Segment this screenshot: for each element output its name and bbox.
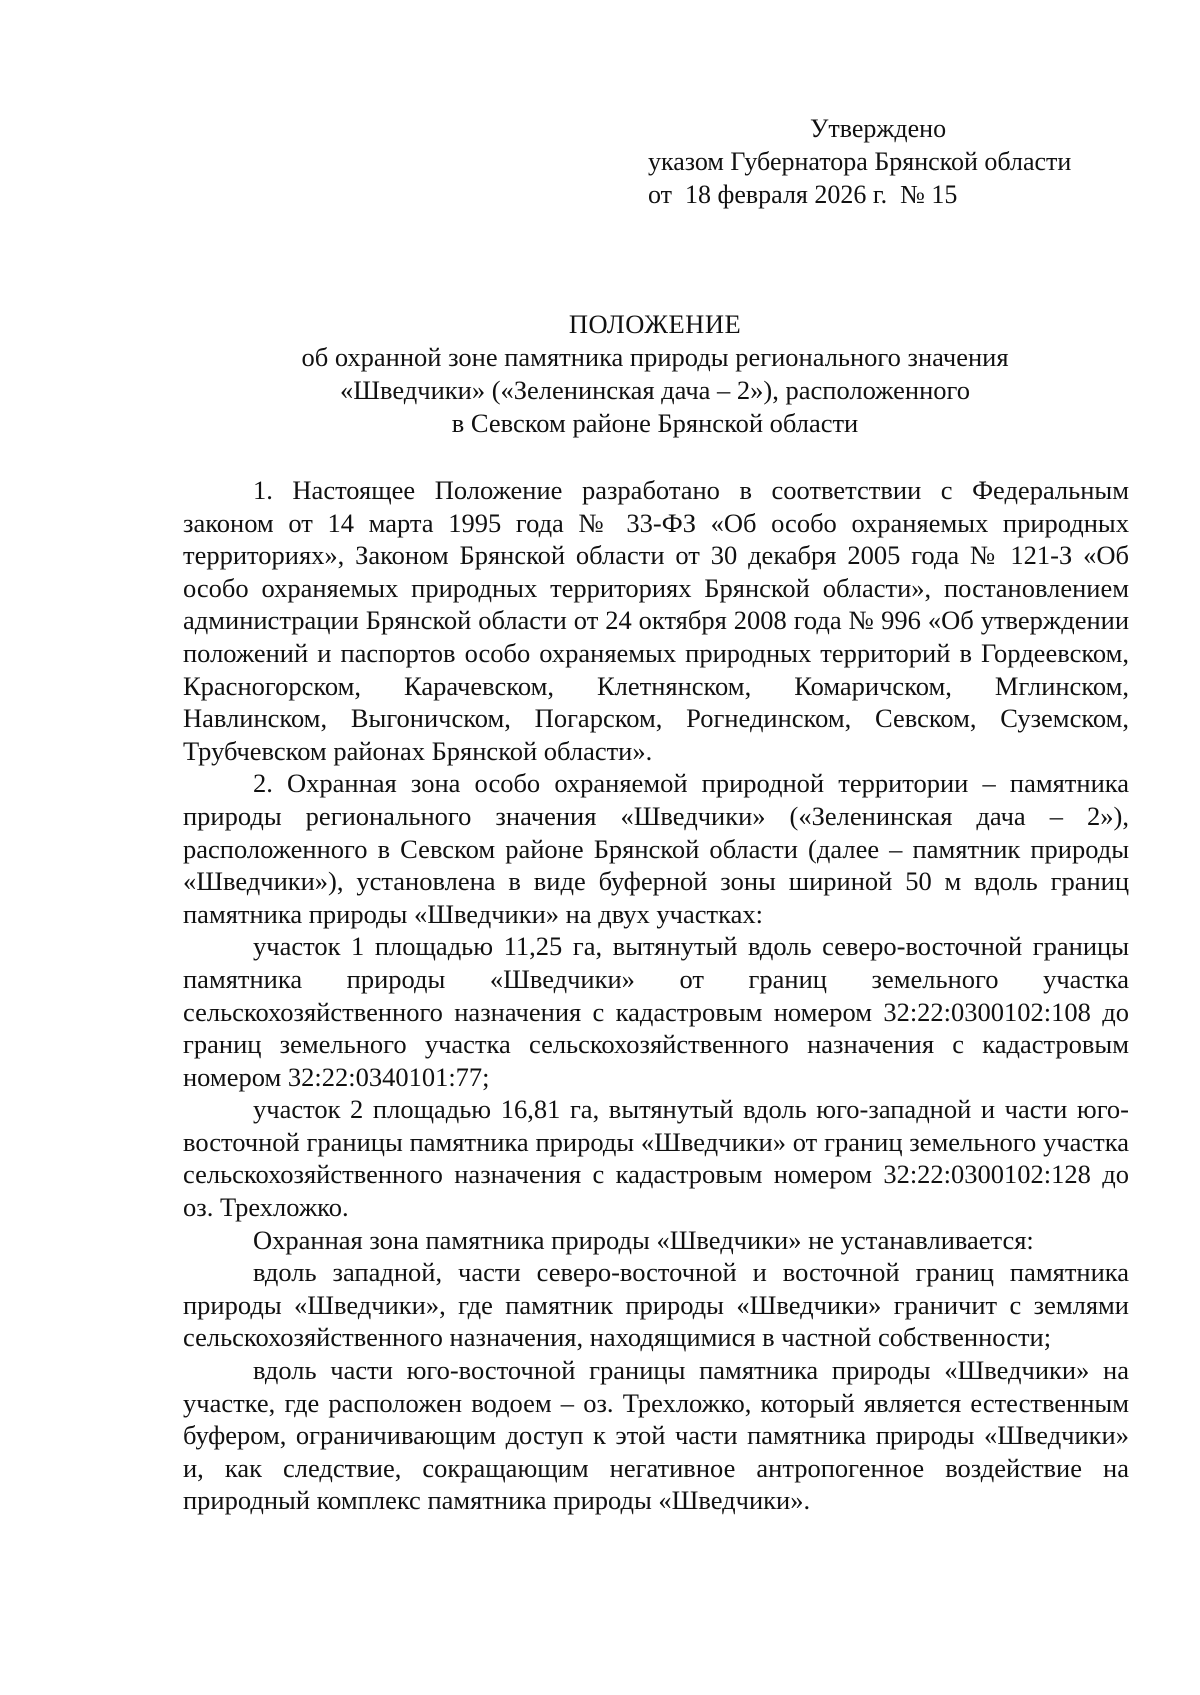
document-body [183,474,1129,1517]
title-heading: ПОЛОЖЕНИЕ [568,309,742,339]
paragraph-west-boundary: вдоль западной, части северо-восточной и восточной границ памятника природы «Шведчики», где памятник природы «Шведчики» граничит с землями сельскохозяйственного назначения, находящимися в частной собственности; [183,1257,1129,1353]
paragraph-not-established: Охранная зона памятника природы «Шведчики» не устанавливается: [253,1224,1034,1255]
paragraph-2: 2. Охранная зона особо охраняемой природной территории – памятника природы регионального значения «Шведчики» («Зеленинская дача – 2»), расположенного в Севском районе Брянской области (далее – памятник природы «Шведчики»), установлена в виде буферной зоны шириной 50 м вдоль границ памятника природы «Шведчики» на двух участках: [183,768,1129,929]
paragraph-plot-2: участок 2 площадью 16,81 га, вытянутый вдоль юго-западной и части юго-восточной границы памятника природы «Шведчики» от границ земельного участка сельскохозяйственного назначения с кадастровым номером 32:22:0300102:128 до оз. Трехложко. [183,1094,1129,1223]
paragraph-southeast-boundary: вдоль части юго-восточной границы памятника природы «Шведчики» на участке, где расположен водоем – оз. Трехложко, который является естественным буфером, ограничивающим доступ к этой части памятника природы «Шведчики» и, как следствие, сокращающим негативное антропогенное воздействие на природный комплекс памятника природы «Шведчики». [183,1355,1129,1516]
approval-line-decree: указом Губернатора Брянской области [648,147,1072,176]
approval-stamp [648,112,1071,211]
approval-line-date-number: от 18 февраля 2026 г. № 15 [648,180,958,209]
title-line-3: в Севском районе Брянской области [451,408,859,438]
paragraph-plot-1: участок 1 площадью 11,25 га, вытянутый вдоль северо-восточной границы памятника природы «Шведчики» от границ земельного участка сельскохозяйственного назначения с кадастровым номером 32:22:0300102:108 до границ земельного участка сельскохозяйственного назначения с кадастровым номером 32:22:0340101:77; [183,931,1129,1092]
paragraph-1: 1. Настоящее Положение разработано в соответствии с Федеральным законом от 14 марта 1995 года № 33-ФЗ «Об особо охраняемых природных территориях», Законом Брянской области от 30 декабря 2005 года № 121-З «Об особо охраняемых природных территориях Брянской области», постановлением администрации Брянской области от 24 октября 2008 года № 996 «Об утверждении положений и паспортов особо охраняемых природных территорий в Гордеевском, Красногорском, Карачевском, Клетнянском, Комаричском, Мглинском, Навлинском, Выгоничском, Погарском, Рогнединском, Севском, Суземском, Трубчевском районах Брянской области». [183,475,1129,766]
title-line-1: об охранной зоне памятника природы регионального значения [301,342,1009,372]
document-title [180,308,1130,440]
approval-line-approved: Утверждено [810,114,947,143]
title-line-2: «Шведчики» («Зеленинская дача – 2»), расположенного [340,375,970,405]
